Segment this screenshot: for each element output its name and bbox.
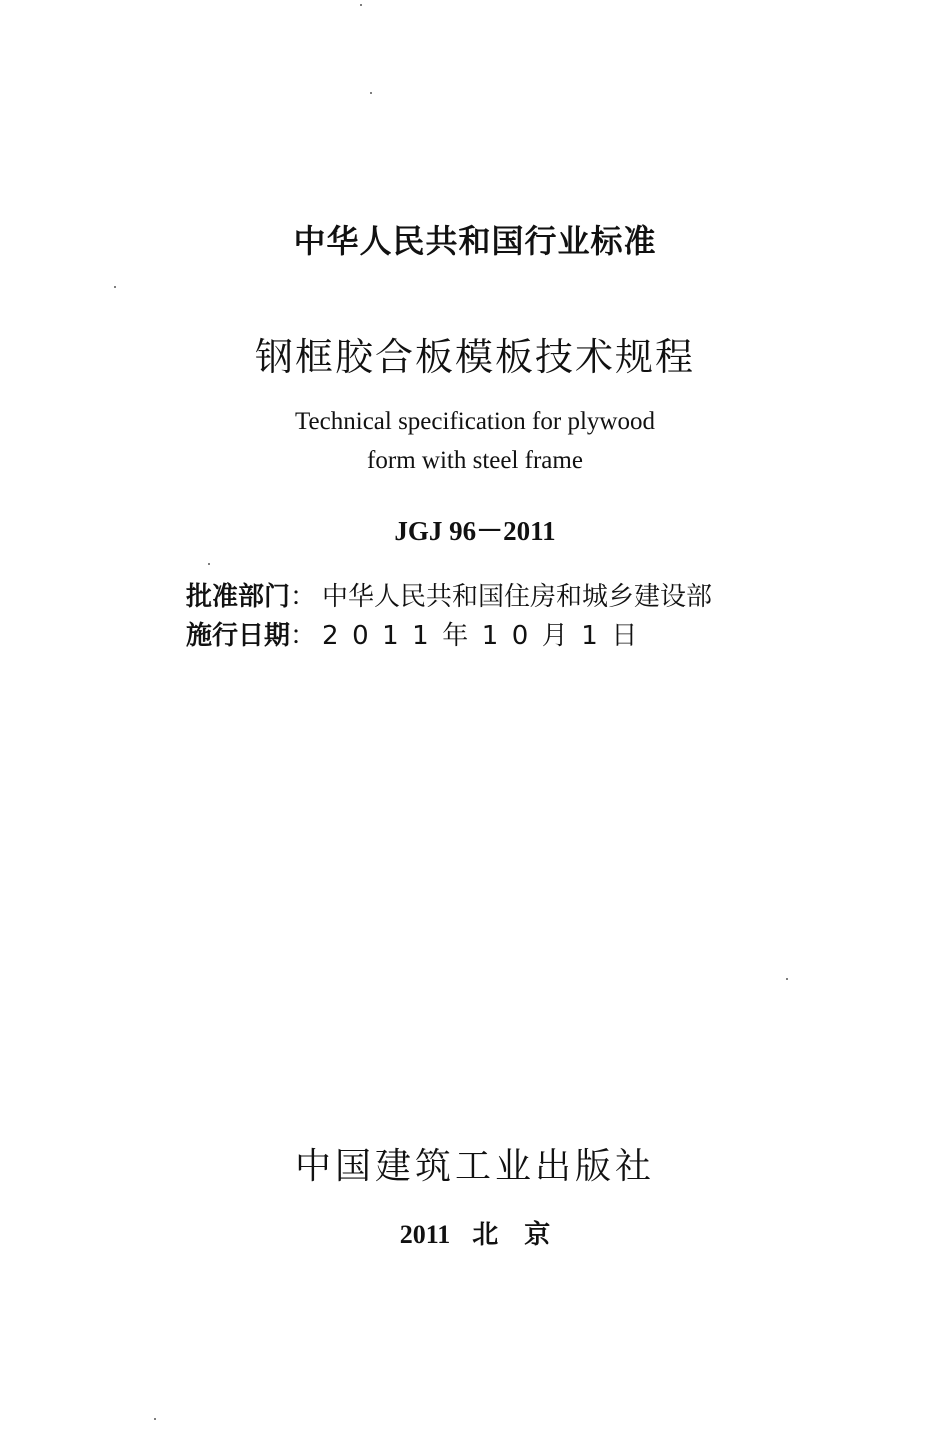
publish-city: 北 京 xyxy=(472,1220,551,1249)
scan-speck xyxy=(370,92,372,94)
publish-year-city xyxy=(0,1214,950,1251)
approval-value: 中华人民共和国住房和城乡建设部 xyxy=(322,582,713,612)
title-chinese: 钢框胶合板模板技术规程 xyxy=(254,335,695,379)
approval-department-row xyxy=(186,576,746,613)
title-english-line-2: form with steel frame xyxy=(367,447,583,474)
scan-speck xyxy=(154,1418,156,1420)
standard-code: JGJ 96－2011 xyxy=(394,516,556,546)
scan-speck xyxy=(786,978,788,980)
approval-label: 批准部门 xyxy=(186,582,291,612)
date-label: 施行日期 xyxy=(186,621,291,651)
scan-speck xyxy=(114,286,116,288)
date-colon: ： xyxy=(290,621,317,651)
publish-year: 2011 xyxy=(399,1220,451,1249)
scan-speck xyxy=(360,4,362,6)
title-english-line-1: Technical specification for plywood xyxy=(295,408,655,435)
effective-date-row xyxy=(186,615,746,652)
scan-speck xyxy=(208,563,210,565)
publisher: 中国建筑工业出版社 xyxy=(294,1146,655,1187)
approval-colon: ： xyxy=(290,582,317,612)
date-value: 2011年10月1日 xyxy=(322,621,651,651)
standard-category: 中华人民共和国行业标准 xyxy=(293,222,657,260)
